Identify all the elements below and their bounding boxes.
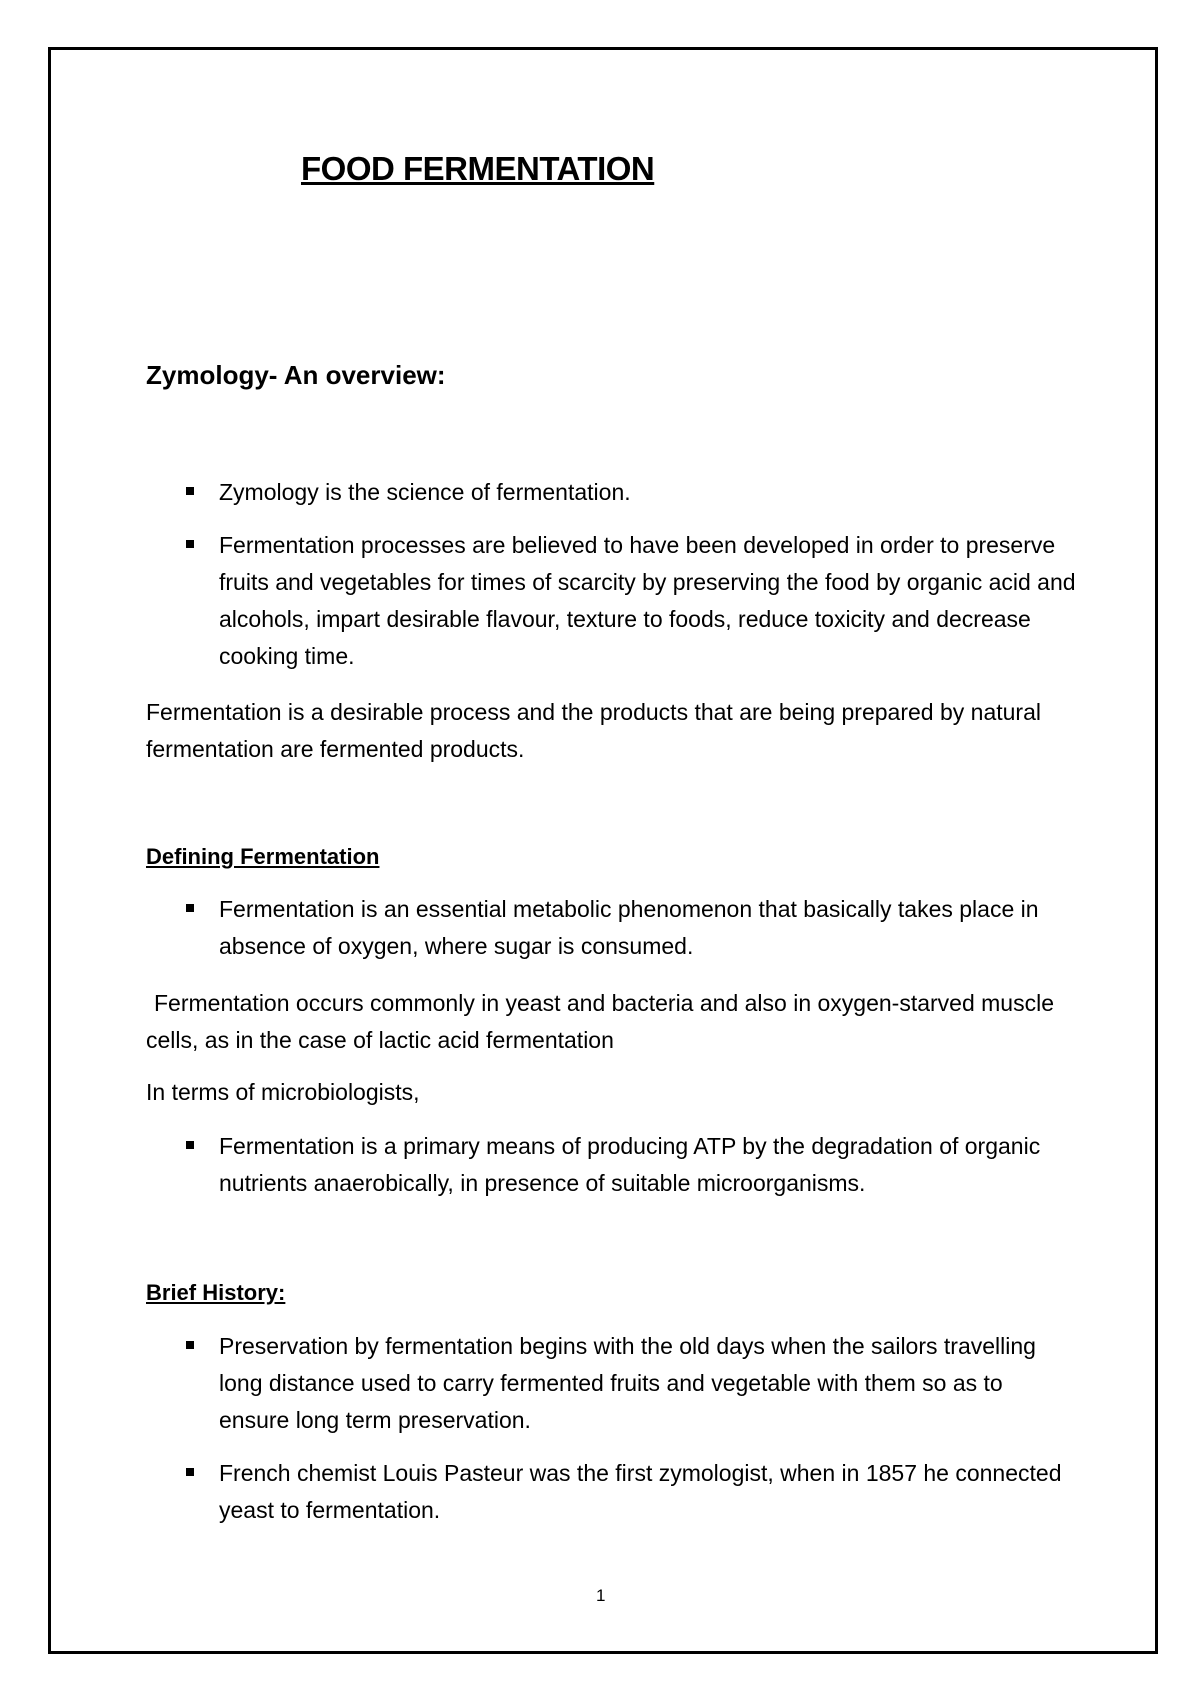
defining-paragraph: Fermentation occurs commonly in yeast and bacteria and also in oxygen-starved muscle cells, as in the case of lactic acid fermentation: [146, 990, 1054, 1053]
list-item: French chemist Louis Pasteur was the first zymologist, when in 1857 he connected yeast to fermentation.: [219, 1455, 1079, 1529]
microbiologists-paragraph: In terms of microbiologists,: [146, 1079, 420, 1105]
page-title: FOOD FERMENTATION: [301, 150, 655, 187]
brief-history-heading: Brief History:: [146, 1280, 286, 1305]
list-item: Fermentation is a primary means of producing ATP by the degradation of organic nutrients anaerobically, in presence of suitable microorganisms.: [219, 1128, 1079, 1202]
overview-heading: Zymology- An overview:: [146, 360, 446, 390]
defining-bullet-list: [219, 891, 1079, 981]
microbiologists-bullet-list: [219, 1128, 1079, 1218]
list-item: Zymology is the science of fermentation.: [219, 474, 1079, 511]
defining-fermentation-heading: Defining Fermentation: [146, 844, 380, 869]
history-bullet-list: [219, 1328, 1079, 1545]
page-number: 1: [596, 1586, 606, 1605]
list-item: Fermentation processes are believed to have been developed in order to preserve fruits and vegetables for times of scarcity by preserving the food by organic acid and alcohols, impart desirable flavour, texture to foods, reduce toxicity and decrease cooking time.: [219, 527, 1079, 675]
list-item: Fermentation is an essential metabolic phenomenon that basically takes place in absence of oxygen, where sugar is consumed.: [219, 891, 1079, 965]
overview-paragraph: Fermentation is a desirable process and the products that are being prepared by natural fermentation are fermented products.: [146, 699, 1041, 762]
overview-bullet-list: [219, 474, 1079, 691]
list-item: Preservation by fermentation begins with the old days when the sailors travelling long distance used to carry fermented fruits and vegetable with them so as to ensure long term preservation.: [219, 1328, 1079, 1439]
